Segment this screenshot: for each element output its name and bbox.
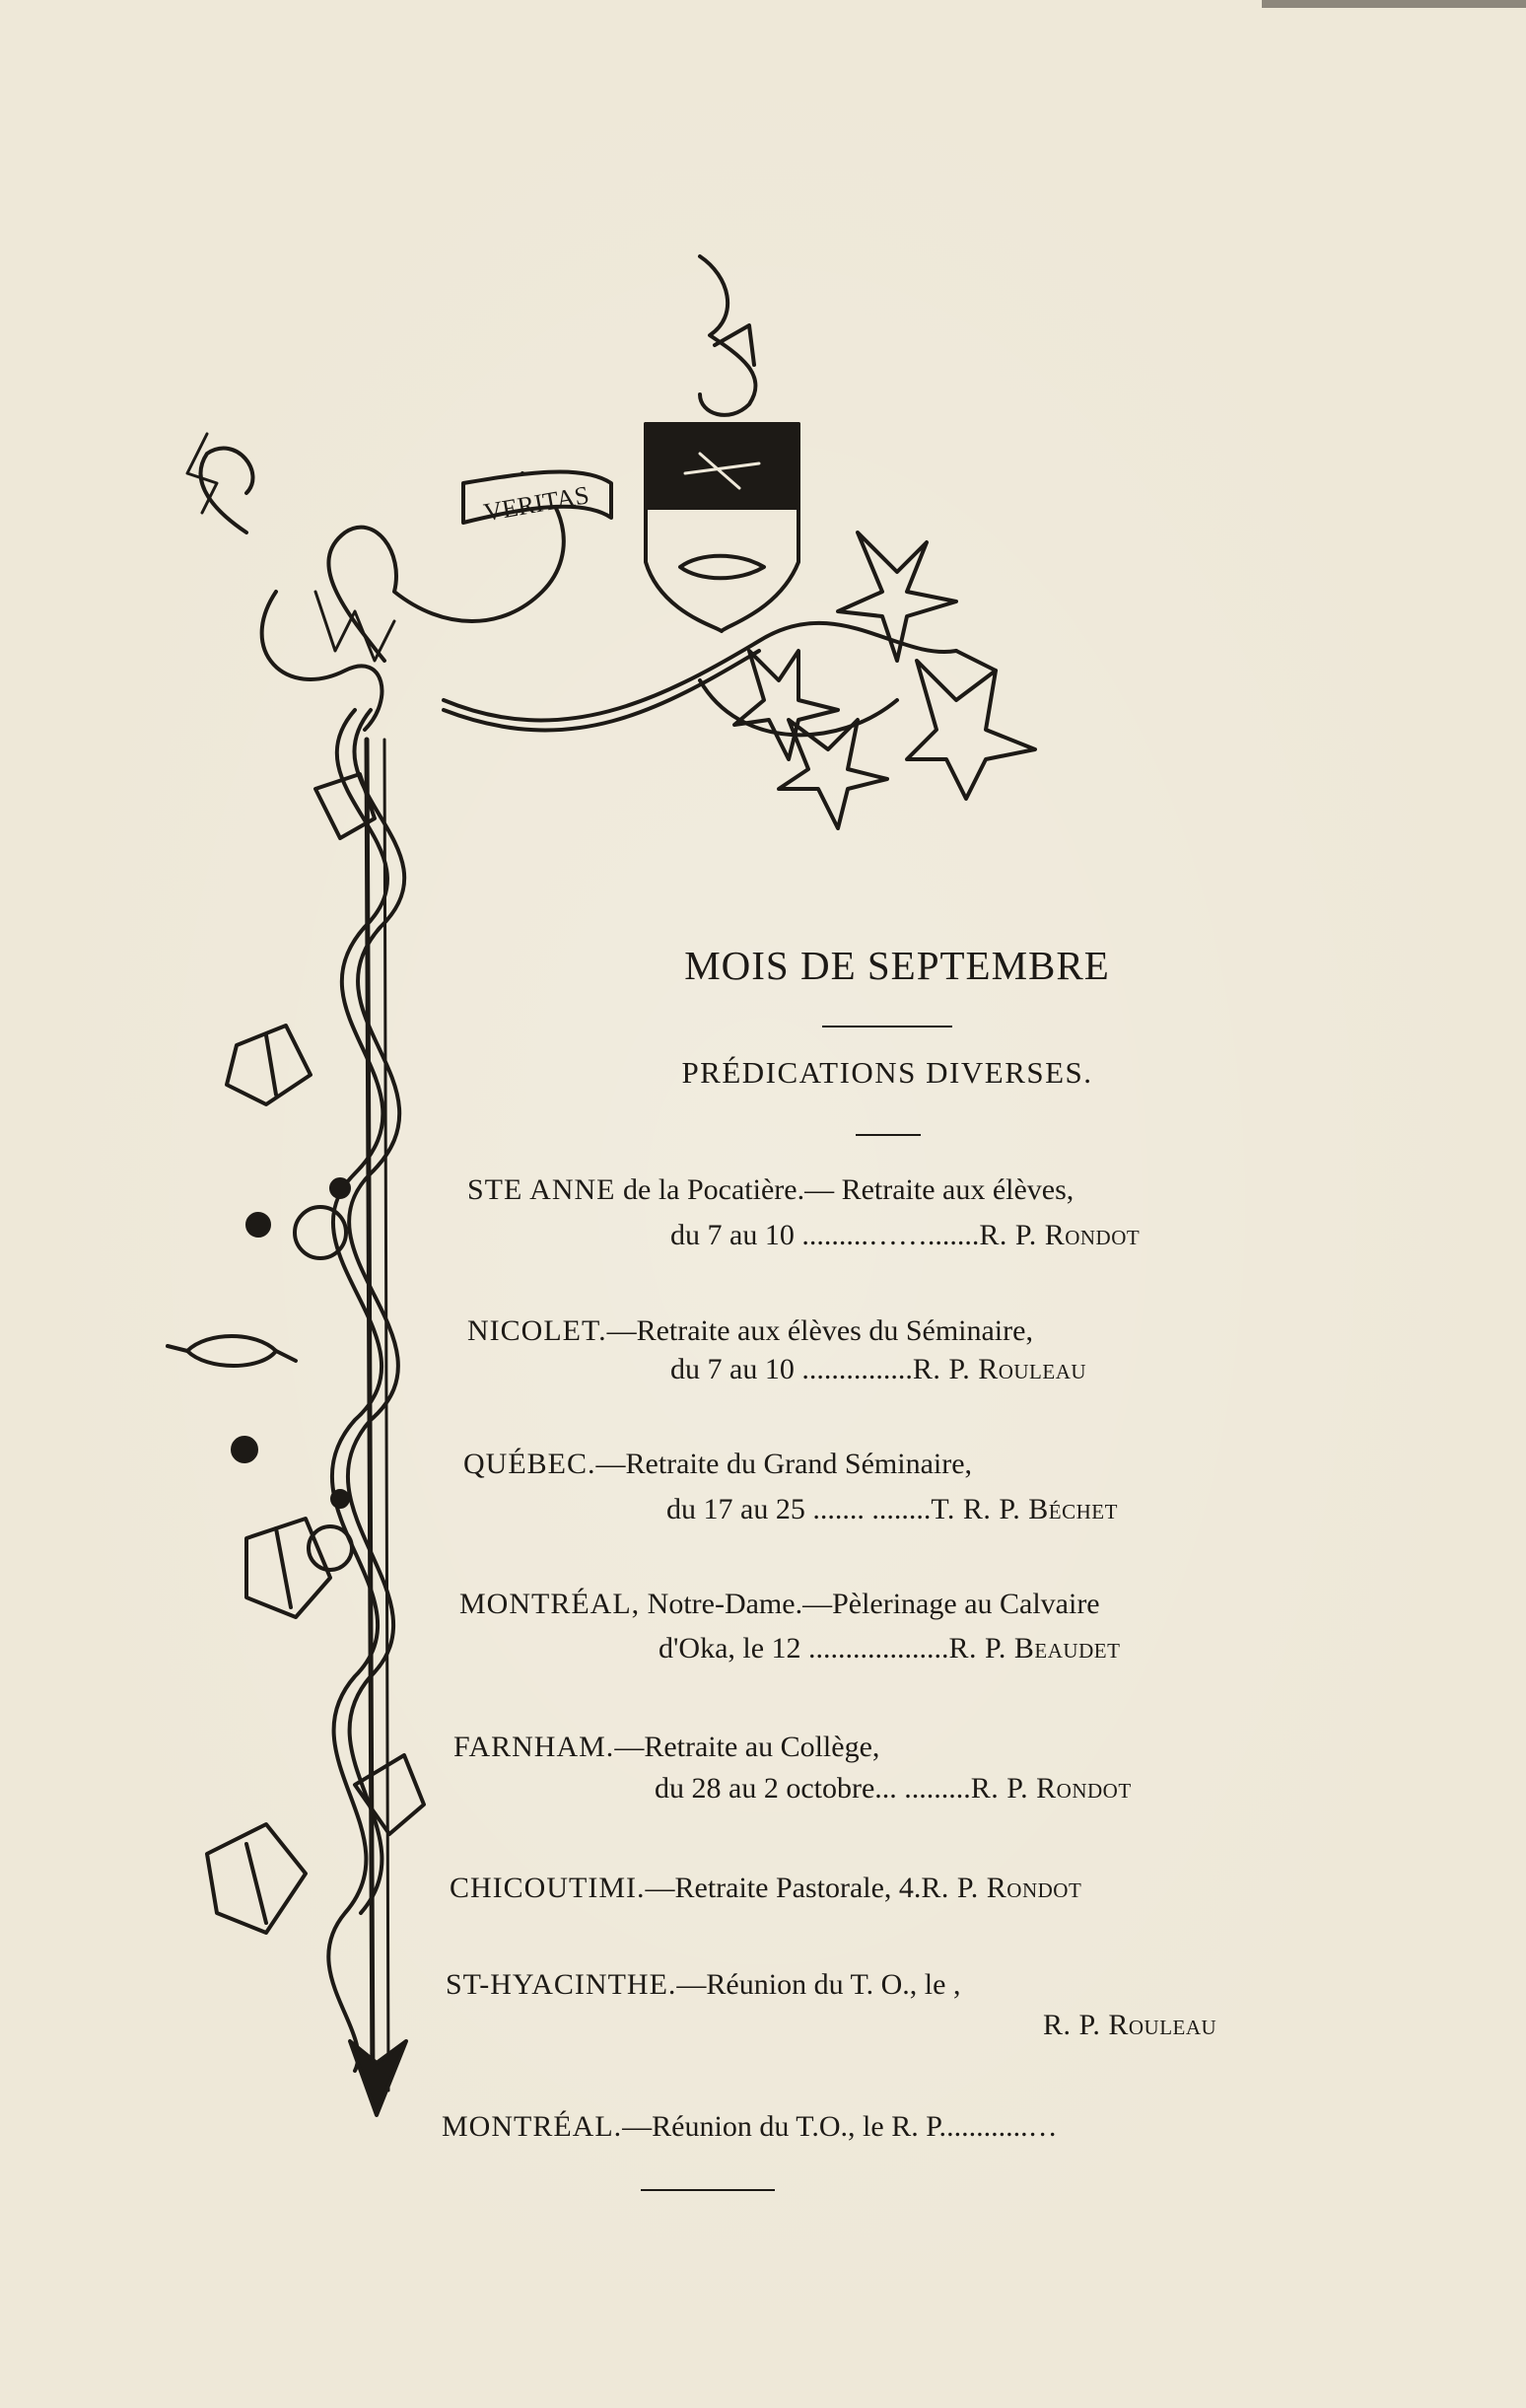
entry-description: —Réunion du T. O., le , [676,1968,961,2001]
entry-line [670,1219,1140,1252]
entry-place: FARNHAM. [453,1731,615,1763]
entry-preacher: ...........… [946,2110,1058,2143]
entry-description: Notre-Dame.—Pèlerinage au Calvaire [640,1588,1100,1620]
entry-preacher: R. P. Rouleau [912,1353,1087,1385]
entry-place: STE ANNE [467,1173,616,1206]
closing-rule [641,2189,775,2191]
entry-line [453,1731,879,1764]
entry-line [467,1173,1074,1207]
entry-preacher: R. P. Rondot [921,1872,1082,1904]
entry-preacher: R. P. Rondot [979,1219,1141,1251]
entry-line [463,1448,972,1481]
entry-dates: du 17 au 25 ....... ........ [666,1493,932,1525]
entry-dates: du 7 au 10 .........……....... [670,1219,980,1251]
entry-description: —Retraite aux élèves du Séminaire, [606,1314,1033,1347]
entry-line [659,1632,1120,1665]
entry-place: NICOLET. [467,1314,607,1347]
entry-place: MONTRÉAL, [459,1588,641,1620]
entry-line [655,1772,1132,1806]
entry-dates: d'Oka, le 12 ................... [659,1632,949,1664]
entry-dates: du 7 au 10 ............... [670,1353,913,1385]
page-edge-shadow [1262,0,1526,8]
entry-line [459,1588,1100,1621]
entry-place: MONTRÉAL. [442,2110,623,2143]
entry-line [1043,2009,1216,2042]
entry-description: —Retraite Pastorale, 4. [645,1872,922,1904]
entry-preacher: T. R. P. Béchet [931,1493,1118,1525]
entry-description: —Réunion du T.O., le R. P. [622,2110,947,2143]
ornament-motto: VERITAS [481,480,591,528]
entry-description: —Retraite au Collège, [614,1731,880,1763]
entry-line [442,2110,1058,2144]
entry-line [666,1493,1118,1526]
entry-line [670,1353,1086,1386]
entry-preacher: R. P. Rondot [970,1772,1132,1805]
entry-preacher: R. P. Beaudet [948,1632,1121,1664]
page-title: MOIS DE SEPTEMBRE [684,943,1110,988]
entry-line [467,1314,1033,1348]
vine-icon [328,710,387,2071]
entry-line [450,1872,1081,1905]
entry-line [446,1968,960,2002]
entry-dates: du 28 au 2 octobre... ......... [655,1772,971,1805]
entry-preacher: R. P. Rouleau [1043,2009,1217,2041]
title-rule [822,1026,952,1027]
entry-description: —Retraite du Grand Séminaire, [595,1448,973,1480]
entry-place: CHICOUTIMI. [450,1872,646,1904]
entry-place: QUÉBEC. [463,1448,596,1480]
subtitle-rule [856,1134,921,1136]
entry-place: ST-HYACINTHE. [446,1968,677,2001]
page-subtitle: PRÉDICATIONS DIVERSES. [681,1055,1093,1090]
entry-description: de la Pocatière.— Retraite aux élèves, [615,1173,1075,1206]
